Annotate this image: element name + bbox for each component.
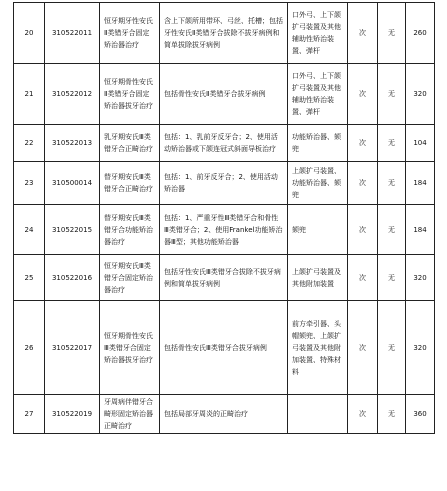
charge-unit: 次 <box>348 255 378 301</box>
item-scope: 包括：1、前牙反牙合；2、使用活动矫治器 <box>160 162 288 205</box>
row-number: 20 <box>14 3 45 64</box>
row-number: 26 <box>14 301 45 395</box>
table-row <box>14 301 435 395</box>
item-note: 无 <box>378 395 406 434</box>
charge-unit: 次 <box>348 3 378 64</box>
item-scope: 包括：1、严重牙性Ⅲ类错牙合和骨性Ⅲ类错牙合；2、使用Frankel功能矫治器Ⅲ型；其他功能矫治器 <box>160 205 288 255</box>
charge-unit: 次 <box>348 205 378 255</box>
item-code: 310522016 <box>45 255 100 301</box>
item-name: 乳牙期安氏Ⅲ类错牙合正畸治疗 <box>100 125 160 162</box>
row-number: 24 <box>14 205 45 255</box>
charge-unit: 次 <box>348 301 378 395</box>
item-scope: 包括：1、乳前牙反牙合；2、使用活动矫治器或下颌连冠式斜面导板治疗 <box>160 125 288 162</box>
row-number: 21 <box>14 64 45 125</box>
charge-unit: 次 <box>348 64 378 125</box>
table-row <box>14 125 435 162</box>
charge-unit: 次 <box>348 125 378 162</box>
item-price: 184 <box>406 162 435 205</box>
item-note: 无 <box>378 162 406 205</box>
item-note: 无 <box>378 125 406 162</box>
item-scope: 包括骨性安氏Ⅲ类错牙合拔牙病例 <box>160 301 288 395</box>
item-note: 无 <box>378 255 406 301</box>
item-exclusions <box>288 395 348 434</box>
row-number: 22 <box>14 125 45 162</box>
item-name: 恒牙期安氏Ⅲ类错牙合固定矫治器治疗 <box>100 255 160 301</box>
item-name: 恒牙期牙性安氏Ⅱ类错牙合固定矫治器治疗 <box>100 3 160 64</box>
row-number: 27 <box>14 395 45 434</box>
row-number: 23 <box>14 162 45 205</box>
item-code: 310522011 <box>45 3 100 64</box>
item-code: 310500014 <box>45 162 100 205</box>
item-exclusions: 颏兜 <box>288 205 348 255</box>
table-row <box>14 162 435 205</box>
item-note: 无 <box>378 205 406 255</box>
item-name: 替牙期安氏Ⅲ类错牙合功能矫治器治疗 <box>100 205 160 255</box>
item-scope: 包括局部牙周炎的正畸治疗 <box>160 395 288 434</box>
item-name: 替牙期安氏Ⅲ类错牙合正畸治疗 <box>100 162 160 205</box>
item-price: 320 <box>406 255 435 301</box>
table-row <box>14 64 435 125</box>
item-exclusions: 前方牵引器、头帽颏兜、上颌扩弓装置及其他附加装置、特殊材料 <box>288 301 348 395</box>
item-scope: 包括牙性安氏Ⅲ类错牙合拔除不拔牙病例和简单拔牙病例 <box>160 255 288 301</box>
item-note: 无 <box>378 3 406 64</box>
item-price: 184 <box>406 205 435 255</box>
item-exclusions: 上颌扩弓装置及其他附加装置 <box>288 255 348 301</box>
item-exclusions: 功能矫治器、颏兜 <box>288 125 348 162</box>
row-number: 25 <box>14 255 45 301</box>
item-price: 320 <box>406 301 435 395</box>
item-note: 无 <box>378 301 406 395</box>
item-code: 310522013 <box>45 125 100 162</box>
item-exclusions: 口外弓、上下颌扩弓装置及其他辅助性矫治装置、弹杆 <box>288 3 348 64</box>
item-code: 310522012 <box>45 64 100 125</box>
charge-unit: 次 <box>348 162 378 205</box>
table-row <box>14 255 435 301</box>
item-name: 牙周病伴错牙合畸形固定矫治器正畸治疗 <box>100 395 160 434</box>
item-name: 恒牙期骨性安氏Ⅲ类错牙合固定矫治器拔牙治疗 <box>100 301 160 395</box>
item-name: 恒牙期骨性安氏Ⅱ类错牙合固定矫治器拔牙治疗 <box>100 64 160 125</box>
item-scope: 包括骨性安氏Ⅱ类错牙合拔牙病例 <box>160 64 288 125</box>
item-exclusions: 上颌扩弓装置、功能矫治器、颏兜 <box>288 162 348 205</box>
item-code: 310522019 <box>45 395 100 434</box>
item-price: 104 <box>406 125 435 162</box>
item-exclusions: 口外弓、上下颌扩弓装置及其他辅助性矫治装置、弹杆 <box>288 64 348 125</box>
item-code: 310522017 <box>45 301 100 395</box>
item-price: 260 <box>406 3 435 64</box>
table-row <box>14 3 435 64</box>
item-note: 无 <box>378 64 406 125</box>
table-row <box>14 205 435 255</box>
item-price: 320 <box>406 64 435 125</box>
table-body <box>14 3 435 434</box>
table-row <box>14 395 435 434</box>
fee-schedule-table <box>13 2 435 434</box>
item-code: 310522015 <box>45 205 100 255</box>
charge-unit: 次 <box>348 395 378 434</box>
item-price: 360 <box>406 395 435 434</box>
item-scope: 含上下颌所用带环、弓丝、托槽；包括牙性安氏Ⅱ类错牙合拔除不拔牙病例和简单拔除拔牙病例 <box>160 3 288 64</box>
